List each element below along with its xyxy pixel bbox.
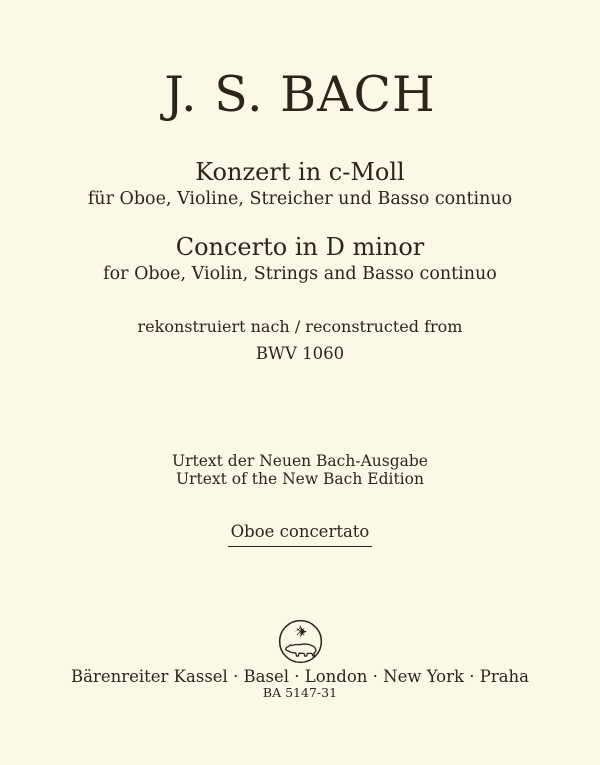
subtitle-german: für Oboe, Violine, Streicher und Basso continuo [87,189,513,209]
reconstruction-note: rekonstruiert nach / reconstructed from [137,317,463,336]
urtext-note [0,452,600,488]
title-english: Concerto in D minor [175,233,425,261]
urtext-english: Urtext of the New Bach Edition [176,470,424,488]
barenreiter-bear-star-icon [278,649,323,668]
title-german: Konzert in c-Moll [195,158,405,186]
part-label: Oboe concertato [228,522,373,547]
publisher-imprint: Bärenreiter Kassel · Basel · London · New York · Praha [70,667,530,686]
subtitle-english: for Oboe, Violin, Strings and Basso continuo [103,264,497,284]
urtext-german: Urtext der Neuen Bach-Ausgabe [172,452,428,470]
bwv-number: BWV 1060 [255,344,345,363]
publisher-logo [0,619,600,664]
part-designation [0,522,600,547]
composer-name: J. S. BACH [164,66,436,123]
catalog-number: BA 5147-31 [262,685,338,700]
